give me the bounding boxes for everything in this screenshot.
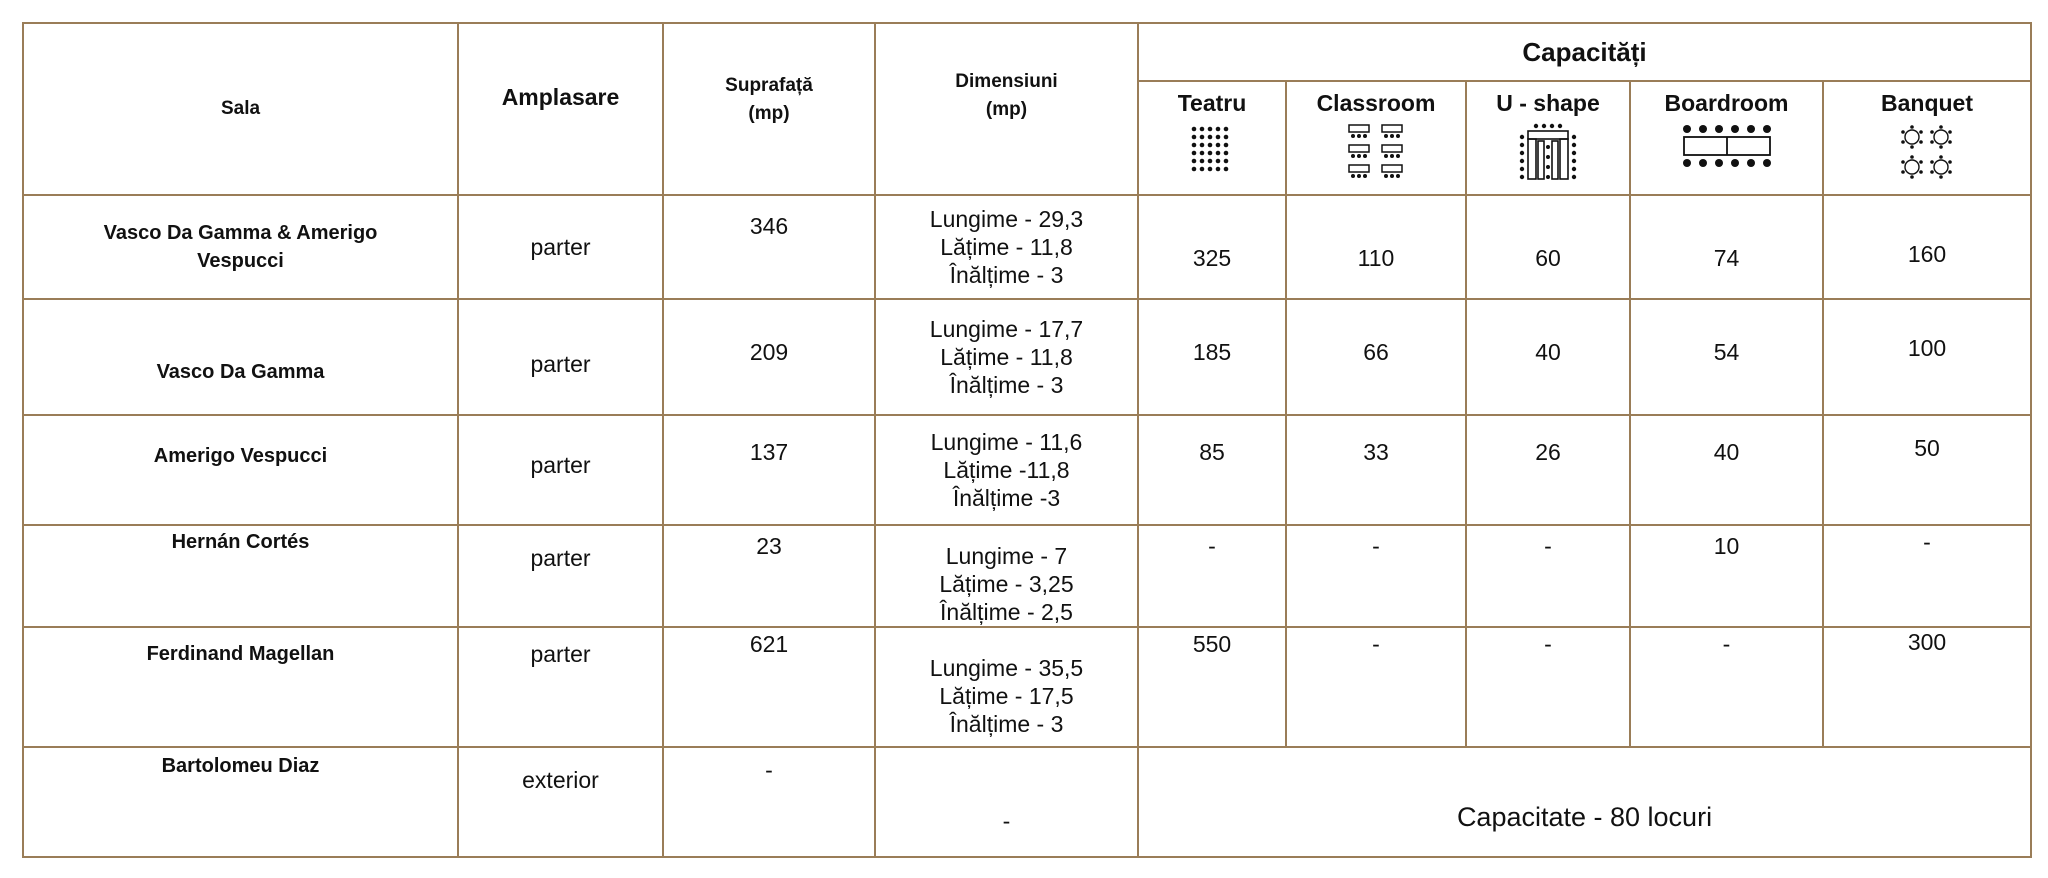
- dim-lungime: Lungime - 29,3: [929, 206, 1084, 232]
- amplasare-cell: parter: [458, 415, 663, 525]
- header-suprafata-line2: (mp): [748, 103, 790, 124]
- dim-inaltime: Înălțime - 3: [949, 372, 1064, 398]
- suprafata-cell: 621: [663, 627, 875, 747]
- header-classroom: [1286, 81, 1466, 195]
- header-sala: [23, 23, 458, 195]
- boardroom-cell: 40: [1630, 415, 1823, 525]
- room-name-line2: Vespucci: [197, 250, 284, 272]
- header-banquet: [1823, 81, 2031, 195]
- header-dimensiuni-line1: Dimensiuni: [955, 71, 1058, 92]
- rooms-capacity-table: [22, 22, 2032, 858]
- classroom-cell: 33: [1286, 415, 1466, 525]
- header-dimensiuni-line2: (mp): [985, 99, 1028, 120]
- dim-latime: Lățime - 11,8: [940, 234, 1073, 260]
- room-name-cell: Bartolomeu Diaz: [23, 747, 458, 857]
- dim-latime: Lățime - 17,5: [939, 683, 1074, 709]
- dim-latime: Lățime -11,8: [943, 457, 1070, 483]
- dimensiuni-cell: [875, 627, 1138, 747]
- room-name-cell: Hernán Cortés: [23, 525, 458, 627]
- dim-lungime: Lungime - 11,6: [930, 429, 1083, 455]
- dim-latime: Lățime - 3,25: [939, 571, 1074, 597]
- boardroom-cell: -: [1630, 627, 1823, 747]
- classroom-cell: -: [1286, 627, 1466, 747]
- amplasare-cell: parter: [458, 195, 663, 299]
- banquet-cell: 300: [1823, 627, 2031, 747]
- banquet-cell: -: [1823, 525, 2031, 627]
- dim-inaltime: Înălțime - 3: [949, 262, 1064, 288]
- ushape-cell: -: [1466, 627, 1630, 747]
- suprafata-cell: 209: [663, 299, 875, 415]
- room-name-cell: Vasco Da Gamma: [23, 299, 458, 415]
- header-boardroom-label: Boardroom: [1664, 90, 1789, 116]
- table-row: [23, 627, 2031, 747]
- ushape-cell: 40: [1466, 299, 1630, 415]
- table-row: [23, 299, 2031, 415]
- table-row: [23, 195, 2031, 299]
- amplasare-cell: exterior: [458, 747, 663, 857]
- header-capacitati: [1138, 23, 2031, 81]
- room-name-cell: [23, 195, 458, 299]
- ushape-cell: -: [1466, 525, 1630, 627]
- header-dimensiuni: [875, 23, 1138, 195]
- banquet-cell: 160: [1823, 195, 2031, 299]
- teatru-cell: 85: [1138, 415, 1286, 525]
- classroom-cell: -: [1286, 525, 1466, 627]
- header-ushape-label: U - shape: [1496, 90, 1600, 116]
- dim-inaltime: Înălțime - 2,5: [940, 599, 1073, 625]
- dimensiuni-cell: [875, 415, 1138, 525]
- dimensiuni-cell: [875, 299, 1138, 415]
- u-shape-seating-icon: [1516, 123, 1580, 183]
- room-name-line1: Vasco Da Gamma & Amerigo: [103, 222, 378, 244]
- dimensiuni-cell: -: [875, 747, 1138, 857]
- boardroom-seating-icon: [1681, 123, 1773, 169]
- boardroom-cell: 74: [1630, 195, 1823, 299]
- theater-seating-icon: [1190, 123, 1234, 173]
- teatru-cell: 185: [1138, 299, 1286, 415]
- teatru-cell: 325: [1138, 195, 1286, 299]
- suprafata-cell: 137: [663, 415, 875, 525]
- header-teatru-label: Teatru: [1177, 90, 1247, 116]
- header-teatru: [1138, 81, 1286, 195]
- header-banquet-label: Banquet: [1881, 90, 1973, 116]
- header-boardroom: [1630, 81, 1823, 195]
- dim-lungime: Lungime - 17,7: [929, 316, 1084, 342]
- ushape-cell: 26: [1466, 415, 1630, 525]
- suprafata-cell: 346: [663, 195, 875, 299]
- capacitate-total-cell: Capacitate - 80 locuri: [1138, 747, 2031, 857]
- header-amplasare: [458, 23, 663, 195]
- amplasare-cell: parter: [458, 299, 663, 415]
- dim-latime: Lățime - 11,8: [940, 344, 1073, 370]
- header-amplasare-label: Amplasare: [501, 84, 620, 110]
- header-suprafata-line1: Suprafață: [725, 75, 813, 96]
- ushape-cell: 60: [1466, 195, 1630, 299]
- dim-inaltime: Înălțime -3: [952, 485, 1061, 511]
- dimensiuni-cell: [875, 525, 1138, 627]
- amplasare-cell: parter: [458, 627, 663, 747]
- table-row: [23, 525, 2031, 627]
- teatru-cell: -: [1138, 525, 1286, 627]
- suprafata-cell: 23: [663, 525, 875, 627]
- table-row: [23, 415, 2031, 525]
- suprafata-cell: -: [663, 747, 875, 857]
- header-sala-label: Sala: [220, 98, 261, 119]
- dimensiuni-cell: [875, 195, 1138, 299]
- teatru-cell: 550: [1138, 627, 1286, 747]
- room-name-cell: Ferdinand Magellan: [23, 627, 458, 747]
- header-classroom-label: Classroom: [1316, 90, 1436, 116]
- header-ushape: [1466, 81, 1630, 195]
- banquet-cell: 50: [1823, 415, 2031, 525]
- boardroom-cell: 10: [1630, 525, 1823, 627]
- banquet-cell: 100: [1823, 299, 2031, 415]
- header-suprafata: [663, 23, 875, 195]
- table-row: [23, 747, 2031, 857]
- dim-inaltime: Înălțime - 3: [949, 711, 1064, 737]
- dim-lungime: Lungime - 7: [945, 543, 1068, 569]
- classroom-seating-icon: [1346, 123, 1406, 179]
- dim-lungime: Lungime - 35,5: [929, 655, 1084, 681]
- header-capacitati-label: Capacități: [1522, 36, 1647, 67]
- classroom-cell: 110: [1286, 195, 1466, 299]
- banquet-seating-icon: [1897, 123, 1957, 181]
- boardroom-cell: 54: [1630, 299, 1823, 415]
- classroom-cell: 66: [1286, 299, 1466, 415]
- room-name-cell: Amerigo Vespucci: [23, 415, 458, 525]
- amplasare-cell: parter: [458, 525, 663, 627]
